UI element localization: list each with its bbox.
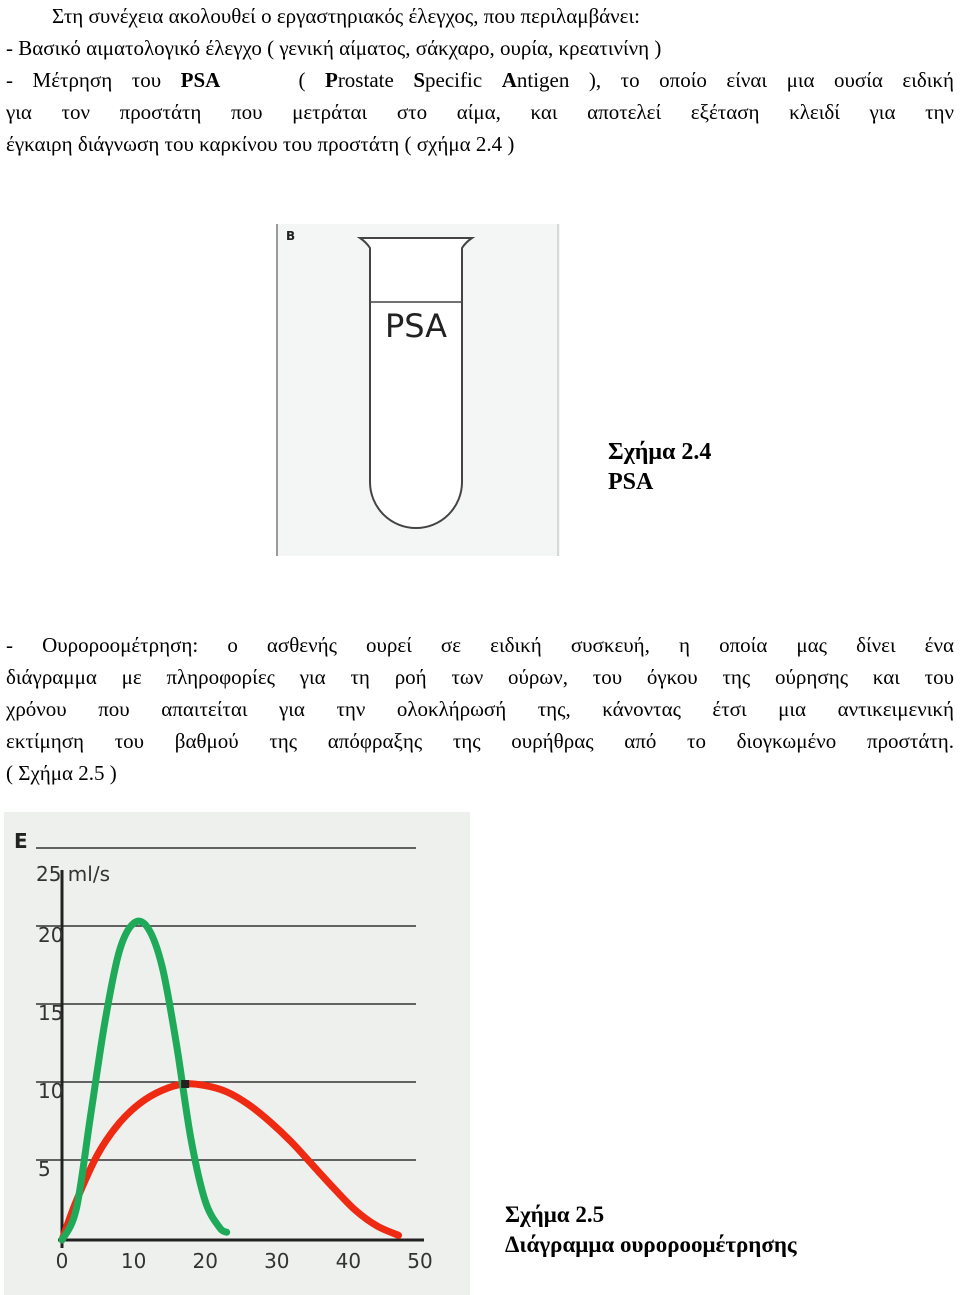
x-tick-label: 0	[55, 1249, 69, 1273]
intro-line-5: έγκαιρη διάγνωση του καρκίνου του προστάτη ( σχήμα 2.4 )	[6, 132, 515, 156]
x-tick-label: 40	[335, 1249, 362, 1273]
tube-label: PSA	[384, 307, 448, 345]
caption-subtitle: PSA	[608, 469, 654, 495]
uroflow-line-2: διάγραμμα με πληροφορίες για τη ροή των ούρων, του όγκου της ούρησης και του	[6, 665, 954, 689]
acronym-letter: P	[324, 68, 338, 92]
uroflow-line-4: εκτίμηση του βαθμού της απόφραξης της ουρήθρας από το διογκωμένο προστάτη.	[6, 729, 954, 753]
test-tube-outline	[360, 238, 472, 528]
y-tick-label: 20	[38, 923, 64, 947]
caption-title: Σχήμα 2.4	[608, 439, 712, 465]
intro-line-4: για τον προστάτη που μετράται στο αίμα, και αποτελεί εξέταση κλειδί για την	[6, 100, 954, 124]
intro-text: rostate	[337, 68, 414, 92]
figure-2-4-test-tube	[276, 224, 560, 556]
intersection-marker	[181, 1080, 189, 1088]
x-tick-label: 50	[407, 1249, 433, 1273]
figure-2-5-uroflow-chart	[4, 812, 470, 1295]
intro-text: (	[220, 68, 325, 92]
intro-text: pecific	[425, 68, 502, 92]
acronym-letter: A	[501, 68, 517, 92]
intro-line-2: - Βασικό αιματολογικό έλεγχο ( γενική αίματος, σάκχαρο, ουρία, κρεατινίνη )	[6, 36, 662, 60]
y-axis-unit-label: 25 ml/s	[36, 862, 111, 886]
caption-subtitle: Διάγραμμα ουροροομέτρησης	[505, 1232, 797, 1257]
y-tick-label: 10	[38, 1079, 64, 1103]
figure-2-5-caption	[505, 1200, 797, 1260]
y-tick-label: 15	[38, 1001, 64, 1025]
chart-panel-letter: E	[14, 829, 28, 853]
intro-text: ntigen ), το οποίο είναι μια ουσία ειδική	[516, 68, 954, 92]
uroflow-paragraph	[6, 629, 954, 789]
intro-text: - Μέτρηση του	[6, 68, 181, 92]
x-tick-label: 10	[120, 1249, 147, 1273]
intro-line-1: Στη συνέχεια ακολουθεί ο εργαστηριακός έλεγχος, που περιλαμβάνει:	[52, 4, 640, 28]
x-tick-label: 20	[192, 1249, 218, 1273]
acronym-letter: S	[413, 68, 426, 92]
intro-line-3	[6, 64, 954, 96]
uroflow-line-3: χρόνου που απαιτείται για την ολοκλήρωσή της, κάνοντας έτσι μια αντικειμενική	[6, 697, 954, 721]
uroflow-line-1: - Ουροροομέτρηση: ο ασθενής ουρεί σε ειδική συσκευή, η οποία μας δίνει ένα	[6, 633, 954, 657]
caption-title: Σχήμα 2.5	[505, 1202, 605, 1227]
y-tick-label: 5	[38, 1157, 51, 1181]
panel-letter: B	[286, 229, 296, 243]
intro-paragraph	[6, 0, 954, 160]
figure-2-4-caption	[608, 437, 711, 497]
x-tick-label: 30	[264, 1249, 290, 1273]
uroflow-line-5: ( Σχήμα 2.5 )	[6, 761, 117, 785]
psa-bold: PSA	[180, 68, 221, 92]
